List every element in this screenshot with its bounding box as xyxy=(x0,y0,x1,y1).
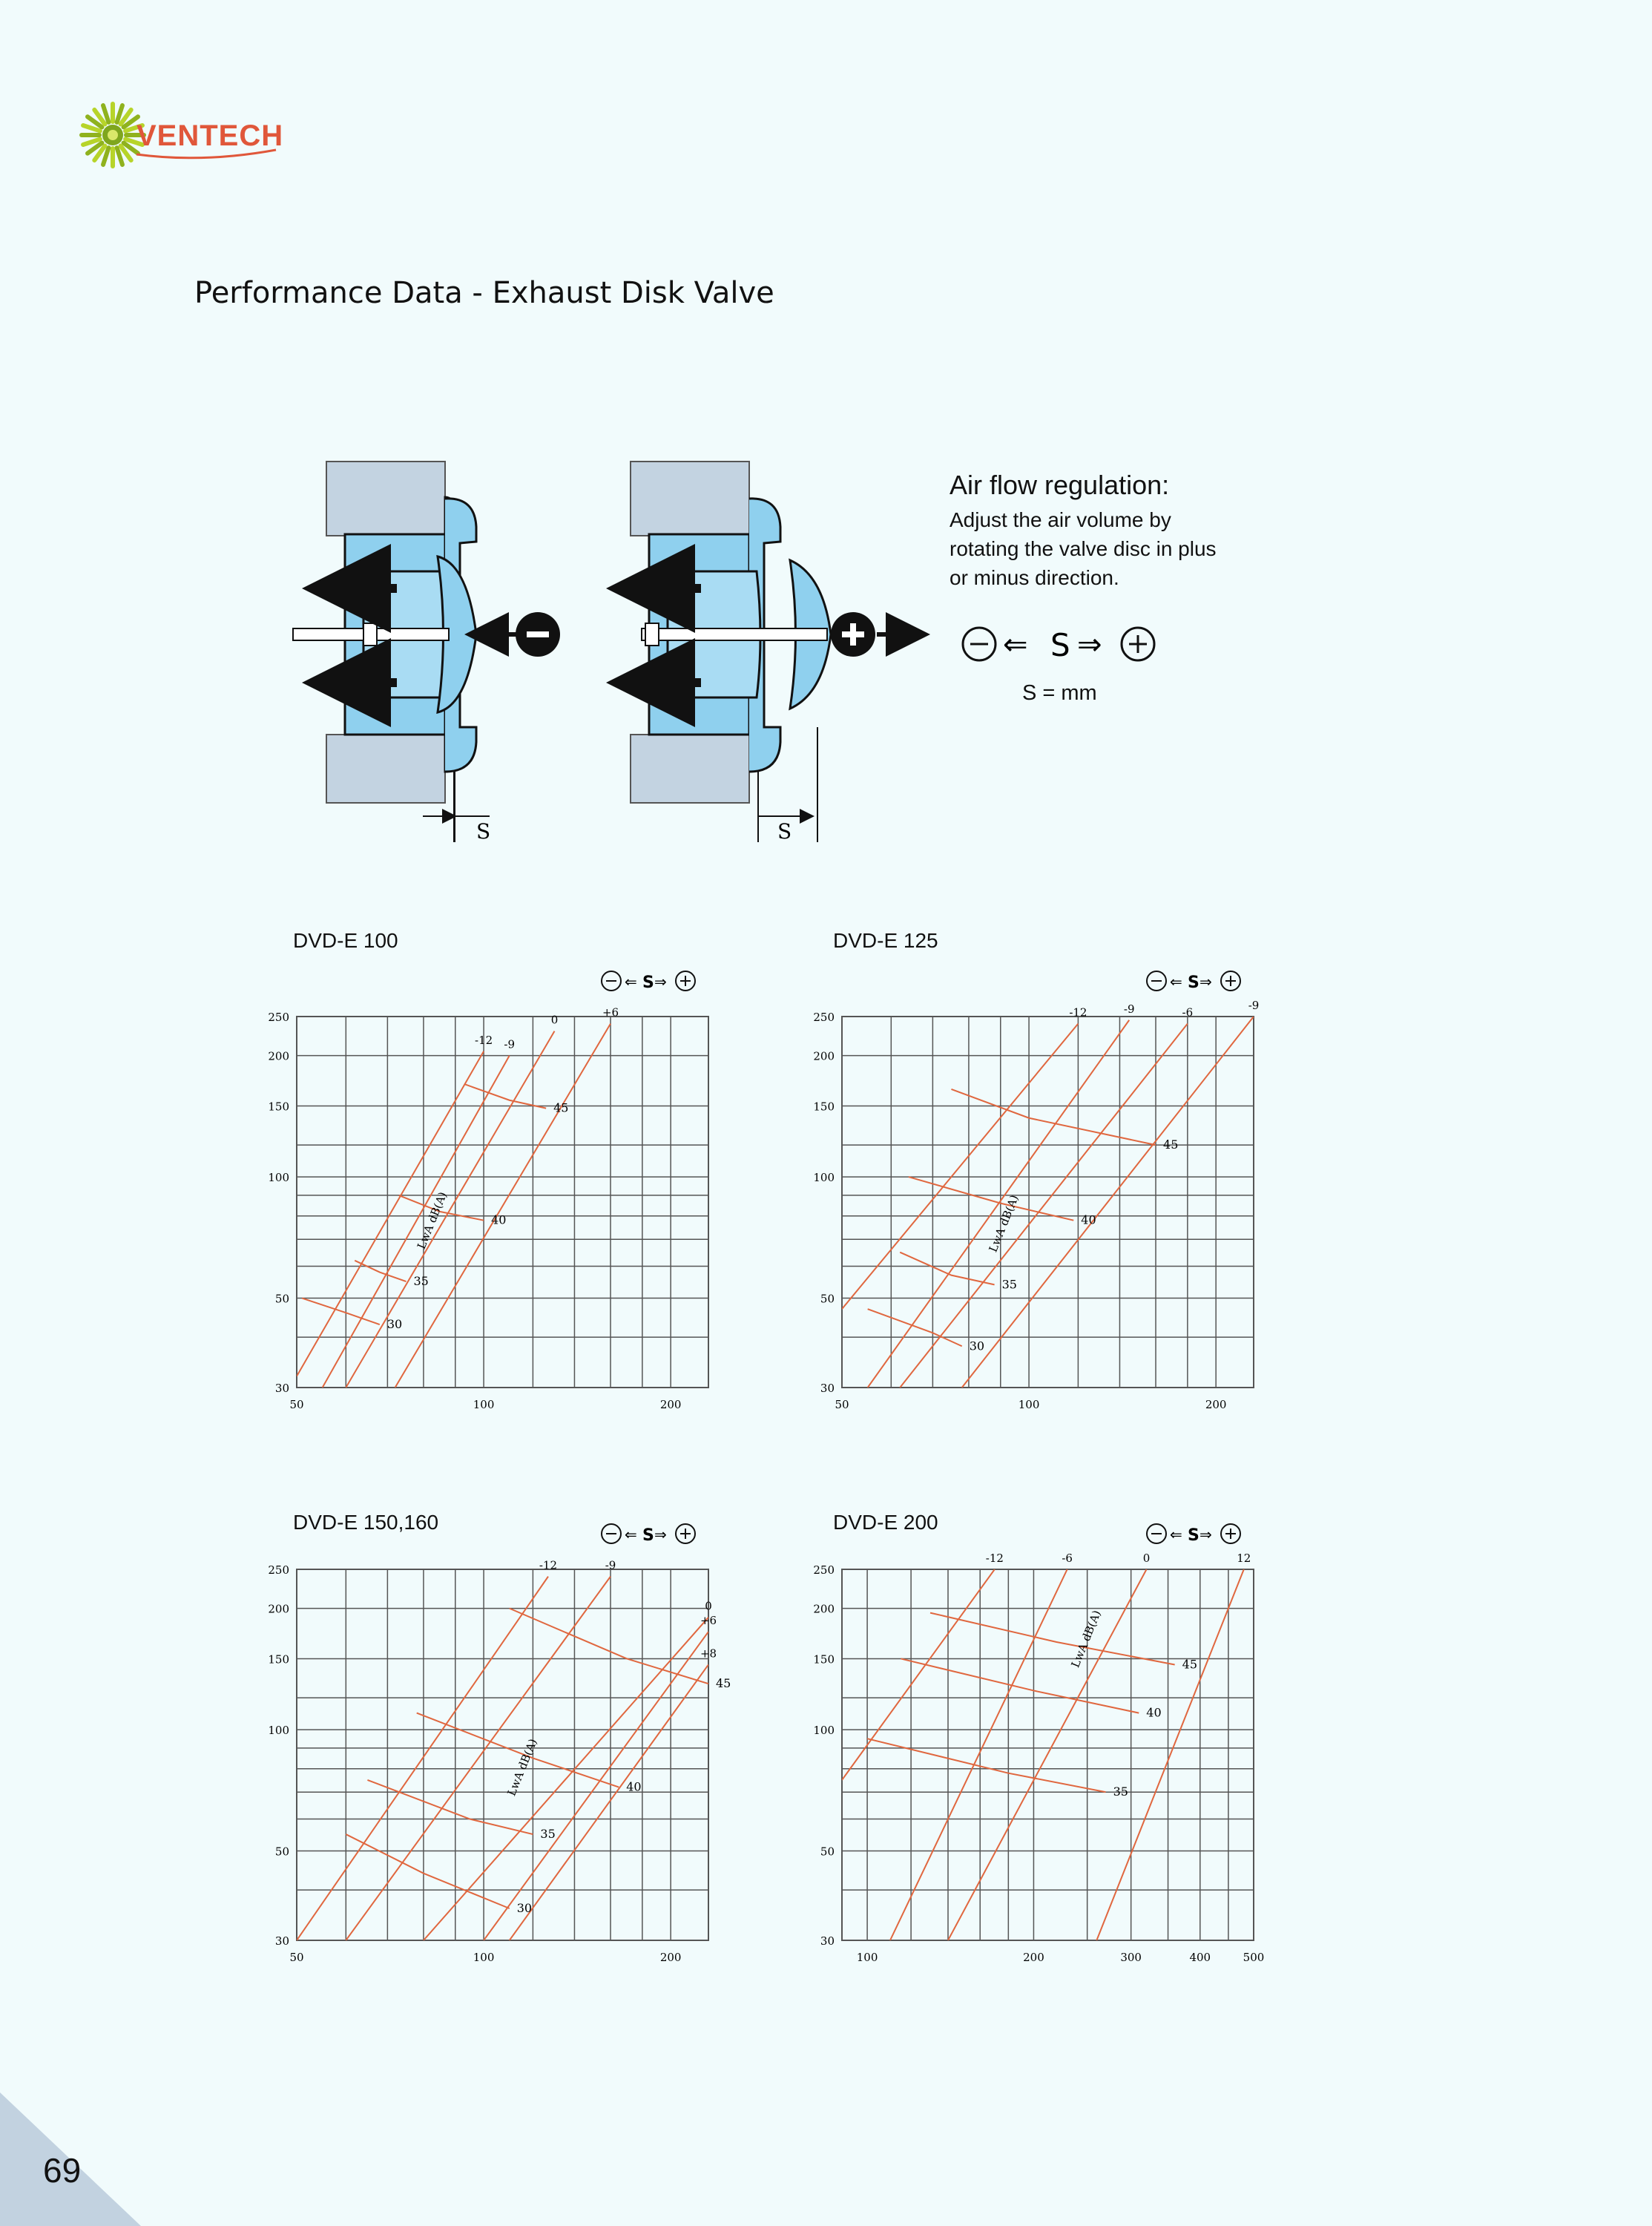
noise-axis-label: LwA dB(A) xyxy=(504,1736,540,1799)
noise-level-label: 35 xyxy=(540,1827,556,1842)
noise-curve xyxy=(951,1089,1156,1145)
y-tick-label: 250 xyxy=(268,1563,289,1577)
s-dimension-label: S xyxy=(777,819,792,844)
noise-level-label: 45 xyxy=(1163,1137,1179,1152)
svg-text:⇐: ⇐ xyxy=(1170,1526,1182,1543)
noise-level-label: 40 xyxy=(1146,1705,1162,1720)
y-tick-label: 250 xyxy=(813,1011,835,1024)
noise-level-label: 35 xyxy=(1001,1277,1017,1292)
x-tick-label: 100 xyxy=(1018,1398,1040,1411)
noise-level-label: 45 xyxy=(1182,1657,1198,1672)
series-label: +8 xyxy=(700,1646,717,1661)
regulation-symbol xyxy=(958,623,1166,665)
noise-curve xyxy=(355,1261,406,1281)
svg-text:⇐: ⇐ xyxy=(1170,973,1182,991)
y-tick-label: 50 xyxy=(820,1845,835,1859)
svg-text:S: S xyxy=(1188,974,1199,992)
series-label: 0 xyxy=(550,1013,559,1027)
series-label: -9 xyxy=(504,1037,516,1051)
series-line xyxy=(868,1020,1130,1388)
y-tick-label: 250 xyxy=(268,1011,289,1024)
airflow-heading: Air flow regulation: xyxy=(950,470,1170,500)
chart-dvd-e-150-160 xyxy=(252,1510,731,1970)
x-tick-label: 50 xyxy=(835,1398,849,1411)
regulation-mini-icon xyxy=(1147,971,1240,992)
noise-level-label: 30 xyxy=(516,1901,533,1916)
y-tick-label: 150 xyxy=(268,1652,289,1667)
series-line xyxy=(297,1577,548,1940)
noise-curve xyxy=(464,1084,546,1109)
noise-level-label: 40 xyxy=(626,1779,642,1794)
noise-level-label: 45 xyxy=(716,1676,731,1691)
y-tick-label: 200 xyxy=(268,1602,289,1616)
svg-text:⇐: ⇐ xyxy=(625,973,637,991)
chart-dvd-e-125 xyxy=(797,957,1272,1417)
series-label: 12 xyxy=(1237,1552,1251,1565)
ventech-logo xyxy=(77,96,292,178)
svg-text:⇒: ⇒ xyxy=(1199,973,1212,991)
y-tick-label: 150 xyxy=(268,1100,289,1114)
chart-dvd-e-200 xyxy=(797,1510,1272,1970)
s-dimension-label: S xyxy=(476,819,491,844)
y-tick-label: 250 xyxy=(813,1563,835,1577)
series-label: -6 xyxy=(1182,1005,1194,1020)
series-label: 0 xyxy=(1142,1552,1151,1565)
x-tick-label: 300 xyxy=(1120,1951,1142,1964)
x-tick-label: 200 xyxy=(659,1398,682,1411)
svg-text:⇒: ⇒ xyxy=(654,973,667,991)
series-label: -6 xyxy=(1062,1552,1073,1565)
x-tick-label: 200 xyxy=(659,1951,682,1964)
x-tick-label: 200 xyxy=(1023,1951,1044,1964)
brand-name: VENTECH xyxy=(136,119,284,152)
y-tick-label: 200 xyxy=(813,1049,835,1063)
regulation-mini-icon xyxy=(602,971,695,992)
noise-curve xyxy=(900,1252,994,1285)
series-line xyxy=(890,1569,1067,1940)
y-tick-label: 30 xyxy=(820,1934,835,1948)
y-tick-label: 100 xyxy=(268,1724,289,1738)
airflow-description: Adjust the air volume by rotating the valve disc in plus or minus direction. xyxy=(950,508,1217,589)
noise-level-label: 45 xyxy=(553,1100,569,1115)
regulation-mini-icon xyxy=(1147,1524,1240,1545)
svg-text:S: S xyxy=(642,974,654,992)
noise-curve xyxy=(930,1613,1175,1665)
noise-level-label: 35 xyxy=(1113,1785,1128,1799)
y-tick-label: 50 xyxy=(820,1292,835,1306)
noise-level-label: 40 xyxy=(491,1212,507,1227)
y-tick-label: 30 xyxy=(820,1382,835,1395)
y-tick-label: 150 xyxy=(813,1100,835,1114)
series-label: -12 xyxy=(1069,1005,1087,1020)
x-tick-label: 100 xyxy=(473,1398,495,1411)
series-label: -9 xyxy=(1248,999,1260,1012)
series-label: 0 xyxy=(705,1599,712,1613)
series-line xyxy=(424,1618,708,1940)
noise-axis-label: LwA dB(A) xyxy=(1068,1608,1104,1670)
x-tick-label: 100 xyxy=(856,1951,878,1964)
y-tick-label: 150 xyxy=(813,1652,835,1667)
series-line xyxy=(1096,1569,1243,1940)
page-number: 69 xyxy=(43,2151,82,2190)
x-tick-label: 50 xyxy=(289,1951,304,1964)
y-tick-label: 100 xyxy=(813,1171,835,1185)
y-tick-label: 100 xyxy=(268,1171,289,1185)
series-line xyxy=(346,1577,611,1940)
noise-axis-label: LwA dB(A) xyxy=(414,1189,450,1252)
series-line xyxy=(900,1024,1188,1388)
y-tick-label: 200 xyxy=(268,1049,289,1063)
chart-title-dvd-e-100: DVD-E 100 xyxy=(293,929,398,952)
chart-dvd-e-100 xyxy=(252,957,727,1417)
chart-title-dvd-e-150-160: DVD-E 150,160 xyxy=(293,1511,439,1534)
noise-curve xyxy=(901,1658,1139,1713)
series-label: -12 xyxy=(475,1033,493,1047)
x-tick-label: 50 xyxy=(289,1398,304,1411)
plot-frame xyxy=(842,1017,1254,1388)
series-line xyxy=(510,1664,708,1940)
x-tick-label: 500 xyxy=(1243,1951,1265,1964)
series-label: +6 xyxy=(602,1005,619,1020)
chart-title-dvd-e-200: DVD-E 200 xyxy=(833,1511,938,1534)
series-label: -12 xyxy=(539,1558,558,1572)
chart-title-dvd-e-125: DVD-E 125 xyxy=(833,929,938,952)
series-line xyxy=(948,1569,1147,1940)
y-tick-label: 50 xyxy=(274,1845,289,1859)
y-tick-label: 50 xyxy=(274,1292,289,1306)
s-symbol: S xyxy=(1050,627,1070,663)
series-label: -9 xyxy=(605,1558,616,1572)
plot-frame xyxy=(297,1569,708,1940)
series-label: -9 xyxy=(1123,1002,1135,1016)
series-label: +6 xyxy=(700,1614,717,1628)
airflow-regulation-block xyxy=(950,470,1261,592)
svg-text:⇐: ⇐ xyxy=(625,1526,637,1543)
x-tick-label: 100 xyxy=(473,1951,495,1964)
svg-text:⇒: ⇒ xyxy=(654,1526,667,1543)
noise-curve xyxy=(867,1739,1105,1792)
noise-level-label: 30 xyxy=(386,1317,403,1332)
page-title: Performance Data - Exhaust Disk Valve xyxy=(194,276,774,310)
noise-level-label: 35 xyxy=(413,1274,429,1289)
left-double-arrow-icon: ⇐ xyxy=(1003,628,1028,662)
sun-rays-icon xyxy=(82,104,144,166)
series-line xyxy=(346,1031,554,1388)
svg-text:S: S xyxy=(642,1526,654,1545)
series-line xyxy=(395,1024,611,1388)
s-unit-label: S = mm xyxy=(1022,681,1097,705)
x-tick-label: 400 xyxy=(1189,1951,1211,1964)
y-tick-label: 30 xyxy=(274,1382,289,1395)
x-tick-label: 200 xyxy=(1205,1398,1227,1411)
svg-text:S: S xyxy=(1188,1526,1199,1545)
y-tick-label: 30 xyxy=(274,1934,289,1948)
right-double-arrow-icon: ⇒ xyxy=(1077,628,1102,662)
noise-axis-label: LwA dB(A) xyxy=(986,1192,1021,1255)
noise-level-label: 30 xyxy=(969,1339,985,1353)
svg-text:⇒: ⇒ xyxy=(1199,1526,1212,1543)
valve-minus-position xyxy=(293,462,560,844)
regulation-mini-icon xyxy=(602,1524,695,1545)
series-label: -12 xyxy=(985,1552,1004,1565)
y-tick-label: 100 xyxy=(813,1724,835,1738)
valve-plus-position xyxy=(631,462,912,844)
y-tick-label: 200 xyxy=(813,1602,835,1616)
noise-curve xyxy=(302,1298,380,1325)
plot-frame xyxy=(297,1017,708,1388)
noise-level-label: 40 xyxy=(1081,1212,1096,1227)
